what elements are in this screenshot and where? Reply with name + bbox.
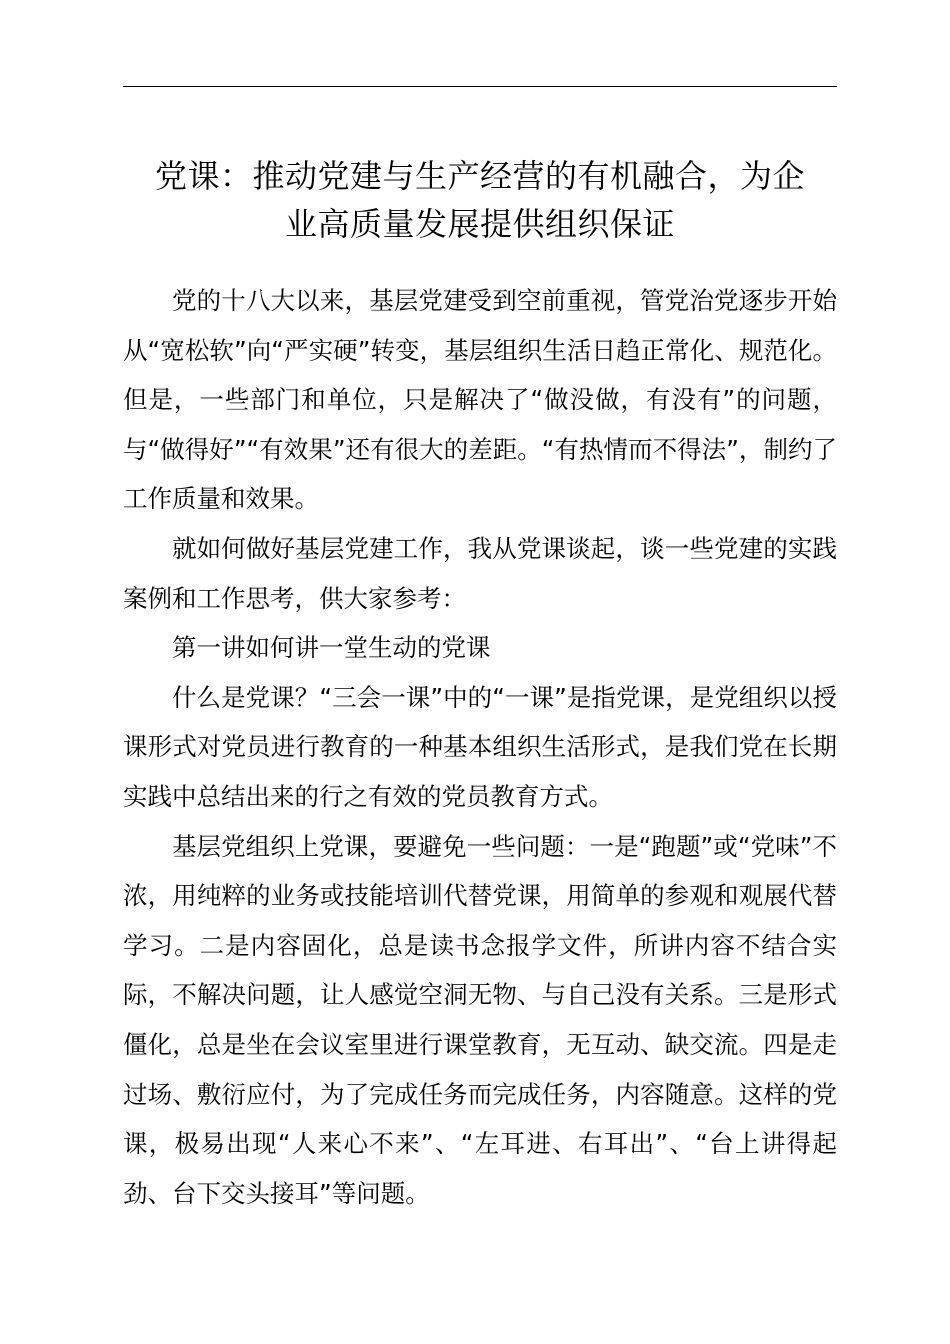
paragraph-definition: 什么是党课？“三会一课”中的“一课”是指党课，是党组织以授课形式对党员进行教育的一种基本组织生活形式，是我们党在长期实践中总结出来的行之有效的党员教育方式。 [123, 682, 837, 811]
header-rule [123, 86, 837, 87]
title-line-2: 业高质量发展提供组织保证 [284, 205, 675, 243]
title-line-1: 党课：推动党建与生产经营的有机融合，为企 [154, 157, 805, 195]
paragraph-purpose: 就如何做好基层党建工作，我从党课谈起，谈一些党建的实践案例和工作思考，供大家参考： [123, 533, 837, 613]
document-body [123, 276, 837, 1218]
section-heading: 第一讲如何讲一堂生动的党课 [172, 633, 491, 663]
paragraph-problems: 基层党组织上党课，要避免一些问题：一是“跑题”或“党味”不浓，用纯粹的业务或技能培训代替党课，用简单的参观和观展代替学习。二是内容固化，总是读书念报学文件，所讲内容不结合实际，不解决问题，让人感觉空洞无物、与自己没有关系。三是形式僵化，总是坐在会议室里进行课堂教育，无互动、缺交流。四是走过场、敷衍应付，为了完成任务而完成任务，内容随意。这样的党课，极易出现“人来心不来”、“左耳进、右耳出”、“台上讲得起劲、台下交头接耳”等问题。 [123, 831, 837, 1208]
paragraph-intro: 党的十八大以来，基层党建受到空前重视，管党治党逐步开始从“宽松软”向“严实硬”转变，基层组织生活日趋正常化、规范化。但是，一些部门和单位，只是解决了“做没做，有没有”的问题，与“做得好”“有效果”还有很大的差距。“有热情而不得法”，制约了工作质量和效果。 [123, 286, 837, 514]
document-title [100, 152, 860, 248]
